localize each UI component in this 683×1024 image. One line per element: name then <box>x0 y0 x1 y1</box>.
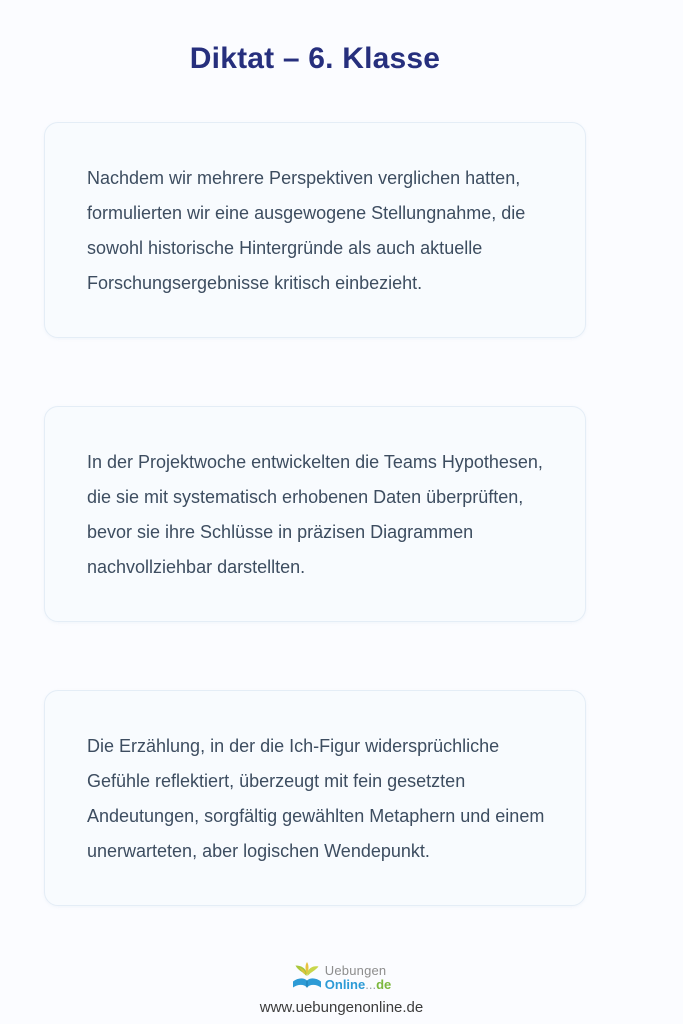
dictation-text-2: In der Projektwoche entwickelten die Teams Hypothesen, die sie mit systematisch erhobenen Daten überprüften, bevor sie ihre Schlüsse in präzisen Diagrammen nachvollziehbar darstellten. <box>87 452 543 577</box>
dictation-text-1: Nachdem wir mehrere Perspektiven verglichen hatten, formulierten wir eine ausgewogene Stellungnahme, die sowohl historische Hintergründe als auch aktuelle Forschungsergebnisse kritisch einbezieht. <box>87 168 526 293</box>
dictation-card-1 <box>44 122 586 338</box>
brand-tld: de <box>376 977 392 992</box>
dictation-card-2 <box>44 406 586 622</box>
brand-name-top: Uebungen <box>324 963 387 978</box>
brand-online: Online <box>324 977 366 992</box>
dictation-text-3: Die Erzählung, in der die Ich-Figur widersprüchliche Gefühle reflektiert, überzeugt mit fein gesetzten Andeutungen, sorgfältig gewählten Metaphern und einem unerwarteten, aber logischen Wendepunkt. <box>87 736 545 861</box>
brand-text <box>325 964 391 991</box>
brand-dots: ... <box>365 977 377 992</box>
dictation-card-3 <box>44 690 586 906</box>
website-url: www.uebungenonline.de <box>259 999 424 1016</box>
open-book-logo-icon <box>292 961 322 994</box>
page-title: Diktat – 6. Klasse <box>189 42 441 75</box>
brand-logo <box>0 961 683 994</box>
brand-name-bottom <box>325 978 391 991</box>
